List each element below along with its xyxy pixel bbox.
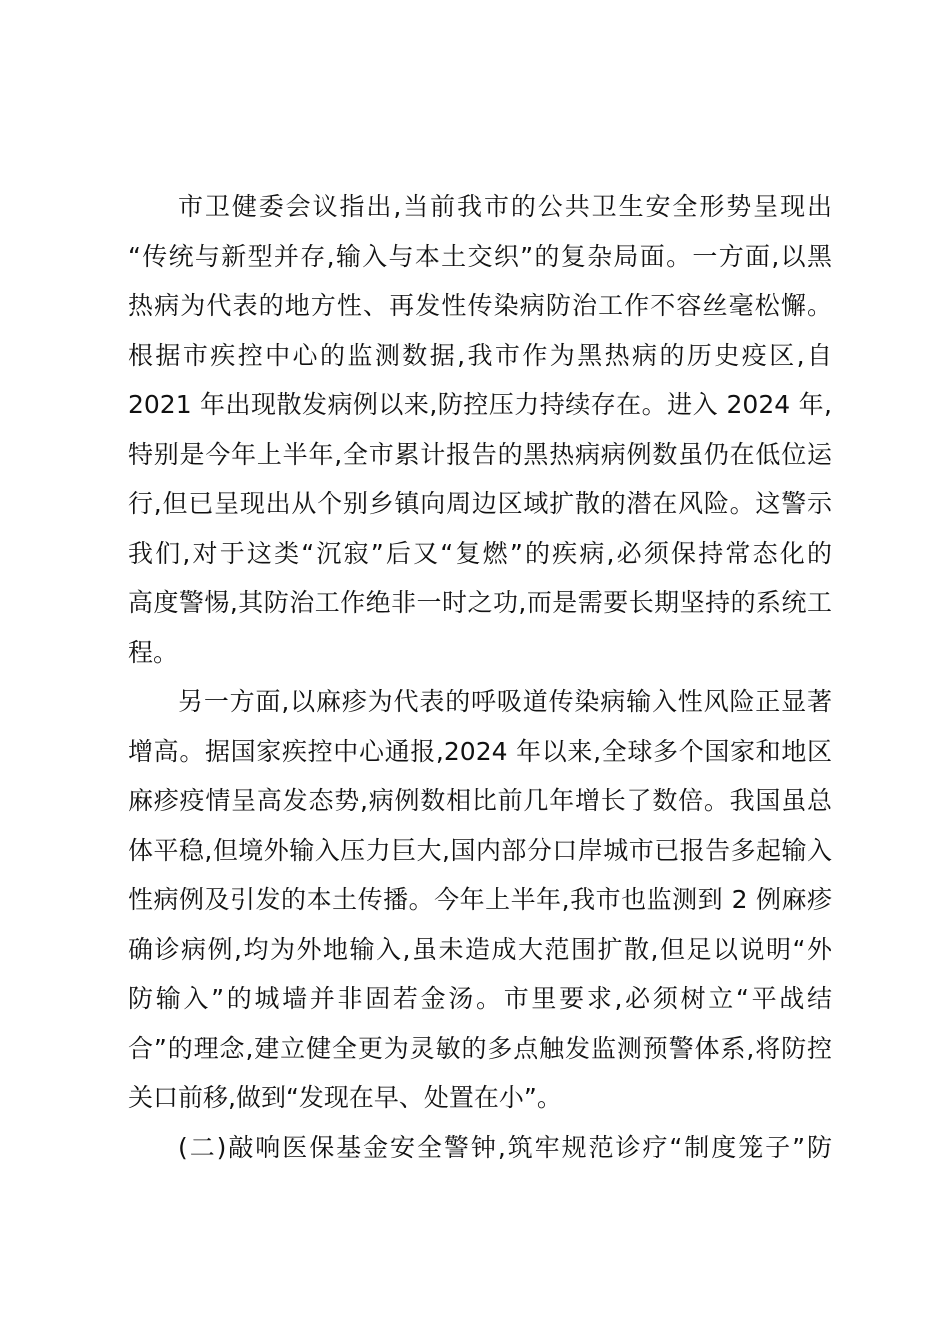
paragraph-2-line-6: 确诊病例,均为外地输入,虽未造成大范围扩散,但足以说明“外: [128, 934, 832, 964]
paragraph-1-line-3: 热病为代表的地方性、再发性传染病防治工作不容丝毫松懈。: [128, 291, 832, 320]
paragraph-1-line-7: 行,但已呈现出从个别乡镇向周边区域扩散的潜在风险。这警示: [128, 489, 832, 518]
paragraph-2-line-7: 防输入”的城墙并非固若金汤。市里要求,必须树立“平战结: [128, 984, 832, 1013]
paragraph-1-line-1: 市卫健委会议指出,当前我市的公共卫生安全形势呈现出: [178, 192, 832, 221]
paragraph-1-line-6: 特别是今年上半年,全市累计报告的黑热病病例数虽仍在低位运: [128, 439, 832, 469]
document-body: [128, 182, 832, 1172]
paragraph-1-line-2: “传统与新型并存,输入与本土交织”的复杂局面。一方面,以黑: [128, 241, 832, 271]
paragraph-2-line-8: 合”的理念,建立健全更为灵敏的多点触发监测预警体系,将防控: [128, 1033, 832, 1063]
paragraph-2-line-3: 麻疹疫情呈高发态势,病例数相比前几年增长了数倍。我国虽总: [128, 786, 832, 815]
paragraph-2-line-9: 关口前移,做到“发现在早、处置在小”。: [128, 1083, 562, 1112]
paragraph-1-line-4: 根据市疾控中心的监测数据,我市作为黑热病的历史疫区,自: [128, 340, 832, 370]
paragraph-2-line-2: 增高。据国家疾控中心通报,2024 年以来,全球多个国家和地区: [128, 736, 832, 766]
section-heading-line: (二)敲响医保基金安全警钟,筑牢规范诊疗“制度笼子”防: [178, 1132, 832, 1162]
paragraph-2-line-5: 性病例及引发的本土传播。今年上半年,我市也监测到 2 例麻疹: [128, 885, 832, 914]
paragraph-1-line-5: 2021 年出现散发病例以来,防控压力持续存在。进入 2024 年,: [128, 390, 832, 419]
paragraph-2-line-1: 另一方面,以麻疹为代表的呼吸道传染病输入性风险正显著: [178, 687, 832, 716]
paragraph-1-line-9: 高度警惕,其防治工作绝非一时之功,而是需要长期坚持的系统工: [128, 588, 832, 617]
paragraph-1-line-8: 我们,对于这类“沉寂”后又“复燃”的疾病,必须保持常态化的: [128, 538, 832, 568]
paragraph-1-line-10: 程。: [128, 637, 179, 667]
paragraph-2-line-4: 体平稳,但境外输入压力巨大,国内部分口岸城市已报告多起输入: [128, 835, 832, 865]
